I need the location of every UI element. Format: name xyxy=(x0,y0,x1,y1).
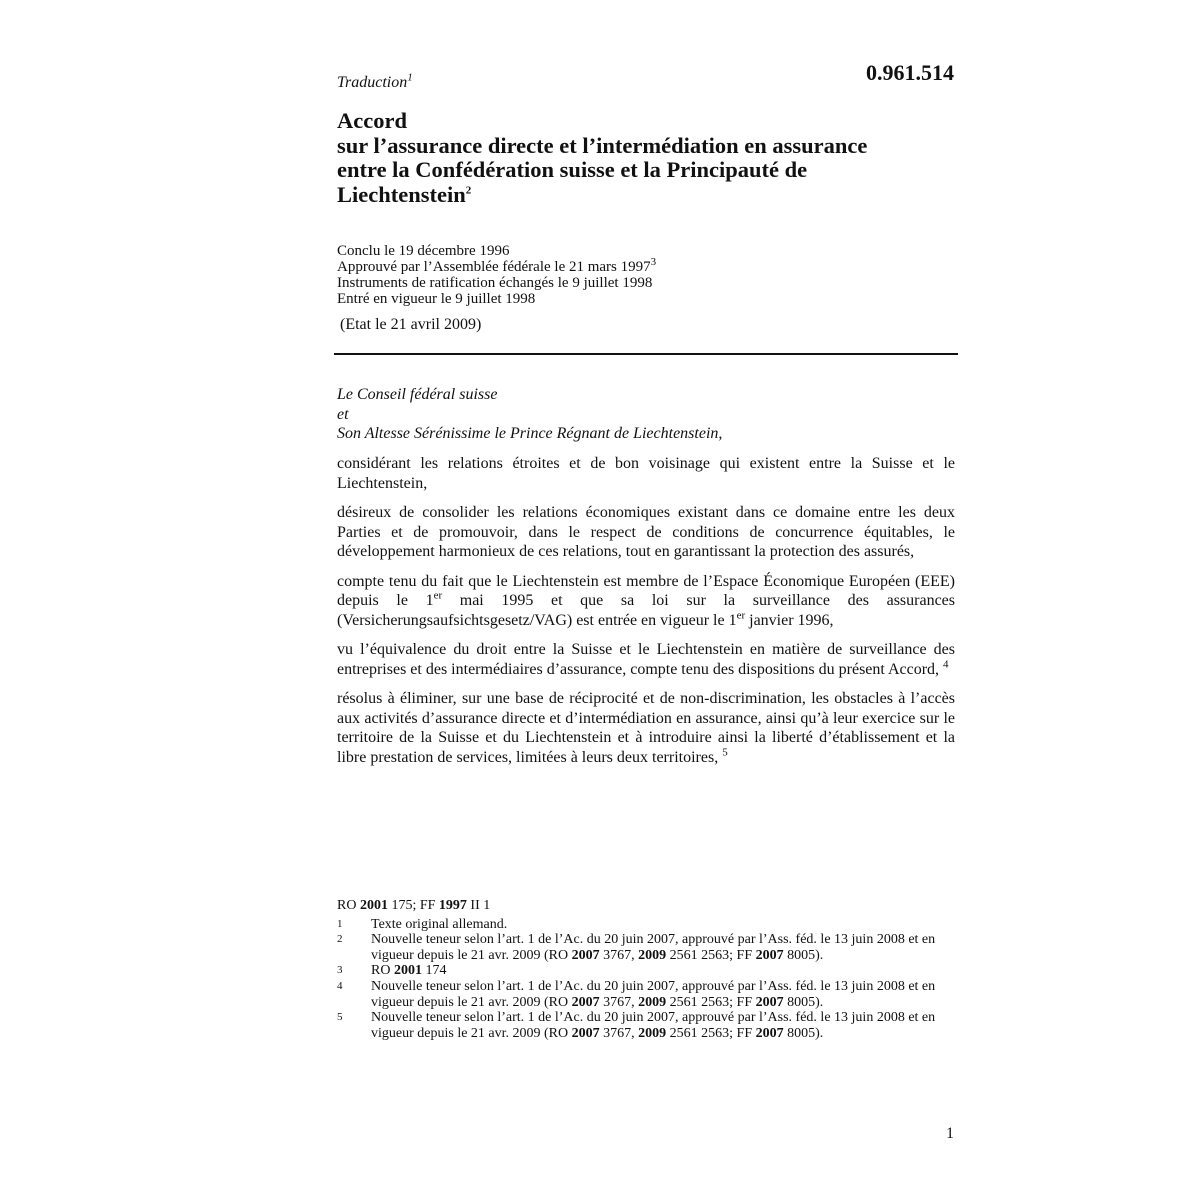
footnotes xyxy=(337,898,957,1041)
party-line: et xyxy=(337,405,349,423)
translation-label: Traduction$^1$ xyxy=(337,71,413,91)
document-code: 0.961.514 xyxy=(866,60,954,85)
footnote-item: 1 Texte original allemand. xyxy=(337,916,508,932)
footnote-number: 4 xyxy=(337,979,343,992)
preamble-paragraph: considérant les relations étroites et de bon voisinage qui existent entre la Suisse et le Liechtenstein, xyxy=(337,455,955,492)
party-line: Le Conseil fédéral suisse xyxy=(337,386,498,403)
date-entree: Entré en vigueur le 9 juillet 1998 xyxy=(337,291,536,307)
horizontal-rule xyxy=(334,353,958,355)
footnote-item: 5 Nouvelle teneur selon l’art. 1 de l’Ac. du 20 juin 2007, approuvé par l’Ass. féd. le 13 juin 2008 et en vigueur depuis le 21 avr. 2009 (RO 2007 3767, 2009 2561 2563; FF 2007 8005). xyxy=(337,1010,936,1041)
preamble-text xyxy=(337,454,955,777)
footnote-number: 2 xyxy=(337,933,343,946)
date-approuve: Approuvé par l’Assemblée fédérale le 21 mars 1997$^3$ xyxy=(337,256,657,275)
footnote-item: 3 RO 2001 174 xyxy=(337,963,447,979)
title-line: Liechtenstein$^2$ xyxy=(337,181,472,207)
page-number: 1 xyxy=(946,1125,954,1142)
document-title xyxy=(337,109,957,207)
footnote-number: 3 xyxy=(337,964,343,977)
preamble-paragraph: vu l’équivalence du droit entre la Suisse et le Liechtenstein en matière de surveillance des entreprises et des intermédiaires d’assurance, compte tenu des dispositions du présent Accord, $^4$ xyxy=(337,641,955,678)
date-conclu: Conclu le 19 décembre 1996 xyxy=(337,243,510,259)
title-line: entre la Confédération suisse et la Principauté de xyxy=(337,157,808,182)
footnote-ref-1: 1 xyxy=(407,71,413,84)
footnote-number: 1 xyxy=(337,917,343,930)
preamble-paragraph: compte tenu du fait que le Liechtenstein est membre de l’Espace Économique Européen (EEE) depuis le 1er mai 1995 et que sa loi sur la surveillance des assurances (Versicherungsaufsichtsgesetz/VAG) est entrée en vigueur le 1er janvier 1996, xyxy=(337,572,955,629)
footnote-item: 2 Nouvelle teneur selon l’art. 1 de l’Ac. du 20 juin 2007, approuvé par l’Ass. féd. le 13 juin 2008 et en vigueur depuis le 21 avr. 2009 (RO 2007 3767, 2009 2561 2563; FF 2007 8005). xyxy=(337,932,936,963)
party-line: Son Altesse Sérénissime le Prince Régnant de Liechtenstein, xyxy=(337,425,723,442)
footnote-ref-4: 4 xyxy=(943,658,949,671)
date-instruments: Instruments de ratification échangés le 9 juillet 1998 xyxy=(337,275,653,291)
preamble-paragraph: désireux de consolider les relations économiques existant dans ce domaine entre les deux Parties et de promouvoir, dans le respect de conditions de concurrence équitables, le développement harmonieux de ces relations, tout en garantissant la protection des assurés, xyxy=(337,504,955,560)
title-line: sur l’assurance directe et l’intermédiation en assurance xyxy=(337,132,868,158)
footnote-ref-5: 5 xyxy=(722,746,728,759)
publication-reference: RO 2001 175; FF 1997 II 1 xyxy=(337,898,491,913)
etat-date: (Etat le 21 avril 2009) xyxy=(340,316,482,333)
preamble-paragraph: résolus à éliminer, sur une base de réciprocité et de non-discrimination, les obstacles à l’accès aux activités d’assurance directe et d’intermédiation en assurance, ainsi qu’à leur exercice sur le territoire de la Suisse et du Liechtenstein et à introduire ainsi la liberté d’établissement et la libre prestation de services, limitées à leurs deux territoires, $^5$ xyxy=(337,690,955,766)
footnote-number: 5 xyxy=(337,1011,343,1024)
footnote-ref-3: 3 xyxy=(650,256,657,268)
title-line: Accord xyxy=(337,108,407,133)
parties-block xyxy=(337,385,722,444)
footnote-ref-2: 2 xyxy=(465,184,472,196)
dates-block xyxy=(337,243,656,307)
footnote-item: 4 Nouvelle teneur selon l’art. 1 de l’Ac. du 20 juin 2007, approuvé par l’Ass. féd. le 13 juin 2008 et en vigueur depuis le 21 avr. 2009 (RO 2007 3767, 2009 2561 2563; FF 2007 8005). xyxy=(337,978,936,1010)
